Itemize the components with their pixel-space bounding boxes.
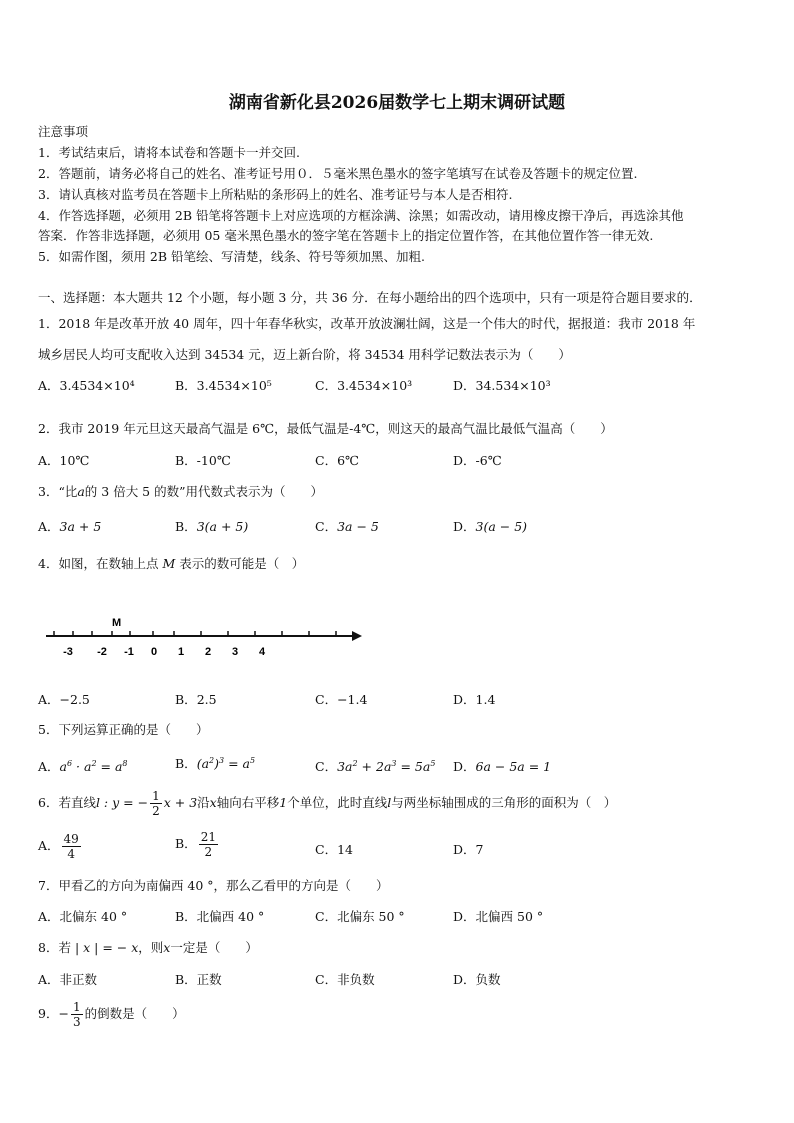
q8-stem-equation: | x | = − x — [74, 940, 139, 955]
q6-frac-den: 2 — [152, 804, 160, 818]
q6-stem-along: 沿 — [197, 795, 210, 810]
number-line-tick-label: -1 — [124, 646, 134, 658]
q5-stem: 5．下列运算正确的是（ ） — [38, 722, 209, 737]
number-line-arrow — [352, 631, 362, 641]
q3-d-label: D． — [453, 519, 476, 534]
q6-option-a — [38, 832, 83, 861]
q5-a-expr: $a^6 \cdot a^2 = a^8$ — [59, 758, 128, 774]
q5-option-b — [175, 754, 255, 772]
notice-item-2: 2．答题前，请务必将自己的姓名、准考证号用０．５毫米黑色墨水的签字笔填写在试卷及答题卡的规定位置. — [38, 166, 638, 181]
q4-option-c — [315, 690, 367, 708]
q5-a-label: A． — [38, 759, 60, 774]
q3-option-b — [175, 517, 248, 535]
q5-option-a — [38, 757, 128, 775]
q5-c-label: C． — [315, 759, 338, 774]
notice-heading: 注意事项 — [38, 124, 89, 139]
q6-b-num: 21 — [200, 830, 216, 844]
q6-c-label: C． — [315, 842, 338, 857]
q9-stem — [38, 1000, 185, 1029]
number-line-tick-label: 3 — [231, 646, 239, 658]
page-title: 湖南省新化县2026届数学七上期末调研试题 — [228, 93, 566, 113]
q6-stem-unit: 个单位，此时直线 — [287, 795, 388, 810]
q4-b-label: B． — [175, 692, 197, 707]
number-line-tick-label: 1 — [177, 646, 185, 658]
q6-stem-fraction — [150, 789, 162, 818]
q8-stem-mid: ，则 — [138, 940, 164, 955]
q6-stem-post: 与两坐标轴围成的三角形的面积为（ ） — [391, 795, 617, 810]
q8-option-b: B．正数 — [175, 972, 222, 987]
q3-option-c — [315, 517, 379, 535]
point-m-label: M — [112, 617, 122, 629]
q6-b-fraction — [199, 830, 218, 859]
q4-d-value: 1.4 — [475, 692, 496, 707]
q6-option-c — [315, 840, 353, 858]
q6-line-eq-left: l : y = − — [95, 795, 149, 810]
q8-stem-var: x — [163, 940, 171, 955]
q3-stem-var: a — [77, 484, 85, 499]
q8-stem-pre: 8．若 — [38, 940, 71, 955]
q5-b-expr: $(a^2)^3 = a^5$ — [196, 755, 256, 771]
q3-option-d — [453, 517, 527, 535]
q4-a-label: A． — [38, 692, 60, 707]
q6-stem — [38, 789, 616, 818]
q6-c-value: 14 — [337, 842, 353, 857]
number-line-tick-label: -3 — [63, 646, 73, 658]
q9-stem-post: 的倒数是（ ） — [84, 1006, 185, 1021]
q4-b-value: 2.5 — [196, 692, 217, 707]
q7-option-d: D．北偏西 50 ° — [453, 909, 544, 924]
q2-option-d: D．-6℃ — [453, 453, 502, 468]
q2-option-b: B．-10℃ — [175, 453, 231, 468]
q6-stem-x: x — [209, 795, 217, 810]
q7-option-b: B．北偏西 40 ° — [175, 909, 265, 924]
q4-c-value: −1.4 — [337, 692, 368, 707]
notice-item-4-cont: 答案．作答非选择题，必须用 05 毫米黑色墨水的签字笔在答题卡上的指定位置作答，在其他位置作答一律无效. — [38, 228, 654, 243]
number-line-tick-label: 4 — [258, 646, 266, 658]
q9-label: 9． — [38, 1006, 59, 1021]
q9-fraction — [71, 1000, 83, 1029]
q6-b-den: 2 — [204, 845, 213, 859]
q3-c-label: C． — [315, 519, 338, 534]
q5-option-d — [453, 757, 551, 775]
q6-a-fraction — [62, 832, 81, 861]
number-line-tick-label: 0 — [150, 646, 158, 658]
notice-item-3: 3．请认真核对监考员在答题卡上所粘贴的条形码上的姓名、准考证号与本人是否相符. — [38, 187, 513, 202]
q5-c-expr: $3a^2 + 2a^3 = 5a^5$ — [337, 758, 436, 774]
q3-stem — [38, 482, 323, 500]
q6-stem-shift: 轴向右平移 — [216, 795, 280, 810]
q4-option-d — [453, 690, 495, 708]
q1-stem-line2: 城乡居民人均可支配收入达到 34534 元，迈上新台阶，将 34534 用科学记数法表示为（ ） — [38, 347, 571, 362]
q3-b-label: B． — [175, 519, 197, 534]
q3-a-value: 3a + 5 — [59, 519, 102, 534]
q4-c-label: C． — [315, 692, 338, 707]
q1-option-b: B．3.4534×10⁵ — [175, 378, 272, 393]
q7-option-a: A．北偏东 40 ° — [38, 909, 128, 924]
q6-b-label: B． — [175, 836, 197, 851]
q6-stem-one: 1 — [279, 795, 288, 810]
q4-stem — [38, 554, 304, 572]
q4-d-label: D． — [453, 692, 476, 707]
q7-stem: 7．甲看乙的方向为南偏西 40 °，那么乙看甲的方向是（ ） — [38, 878, 389, 893]
q1-stem-line1: 1．2018 年是改革开放 40 周年，四十年春华秋实，改革开放波澜壮阔，这是一个伟大的时代，据报道：我市 2018 年 — [38, 316, 696, 331]
q6-option-d — [453, 840, 483, 858]
q6-d-label: D． — [453, 842, 476, 857]
q8-option-c: C．非负数 — [315, 972, 375, 987]
q4-option-b — [175, 690, 217, 708]
q3-c-value: 3a − 5 — [337, 519, 379, 534]
q4-option-a — [38, 690, 90, 708]
q8-option-d: D．负数 — [453, 972, 501, 987]
q6-d-value: 7 — [475, 842, 484, 857]
q1-option-c: C．3.4534×10³ — [315, 378, 413, 393]
section-heading: 一、选择题：本大题共 12 个小题，每小题 3 分，共 36 分．在每小题给出的四个选项中，只有一项是符合题目要求的． — [38, 290, 702, 305]
q4-stem-post: 表示的数可能是（ ） — [179, 556, 305, 571]
q7-option-c: C．北偏东 50 ° — [315, 909, 405, 924]
q4-stem-pre: 4．如图，在数轴上点 — [38, 556, 159, 571]
q8-option-a: A．非正数 — [38, 972, 98, 987]
q5-b-label: B． — [175, 756, 197, 771]
q9-frac-den: 3 — [72, 1015, 81, 1029]
q5-d-expr: 6a − 5a = 1 — [475, 759, 552, 774]
q2-option-a: A．10℃ — [38, 453, 90, 468]
q6-line-eq-right: x + 3 — [163, 795, 198, 810]
notice-item-5: 5．如需作图，须用 2B 铅笔绘、写清楚，线条、符号等须加黑、加粗. — [38, 249, 426, 264]
q3-stem-pre: 3．“比 — [38, 484, 78, 499]
q1-option-d: D．34.534×10³ — [453, 378, 551, 393]
notice-item-4: 4．作答选择题，必须用 2B 铅笔将答题卡上对应选项的方框涂满、涂黑；如需改动，请用橡皮擦干净后，再选涂其他 — [38, 208, 684, 223]
q6-stem-pre: 6．若直线 — [38, 795, 96, 810]
q6-frac-num: 1 — [152, 789, 160, 803]
q2-stem: 2．我市 2019 年元旦这天最高气温是 6℃，最低气温是-4℃，则这天的最高气温比最低气温高（ ） — [38, 421, 613, 436]
q5-option-c — [315, 757, 435, 775]
q6-a-den: 4 — [67, 847, 75, 861]
notice-item-1: 1．考试结束后，请将本试卷和答题卡一并交回. — [38, 145, 300, 160]
q8-stem — [38, 938, 258, 956]
number-line-figure — [40, 612, 370, 662]
q3-b-value: 3(a + 5) — [196, 519, 249, 534]
q1-option-a: A．3.4534×10⁴ — [38, 378, 135, 393]
q2-option-c: C．6℃ — [315, 453, 360, 468]
q3-d-value: 3(a − 5) — [475, 519, 528, 534]
q6-stem-l: l — [387, 795, 392, 810]
q9-frac-num: 1 — [72, 1000, 81, 1014]
number-line-tick-label: 2 — [204, 646, 212, 658]
q4-a-value: −2.5 — [59, 692, 90, 707]
q8-stem-post: 一定是（ ） — [170, 940, 258, 955]
q5-d-label: D． — [453, 759, 476, 774]
q3-a-label: A． — [38, 519, 60, 534]
q6-option-b — [175, 830, 220, 859]
q4-stem-var: M — [162, 556, 176, 571]
q9-minus: − — [58, 1006, 69, 1021]
number-line-tick-label: -2 — [97, 646, 107, 658]
q3-option-a — [38, 517, 101, 535]
q6-a-num: 49 — [63, 832, 79, 846]
q3-stem-post: 的 3 倍大 5 的数”用代数式表示为（ ） — [84, 484, 323, 499]
q6-a-label: A． — [38, 838, 60, 853]
